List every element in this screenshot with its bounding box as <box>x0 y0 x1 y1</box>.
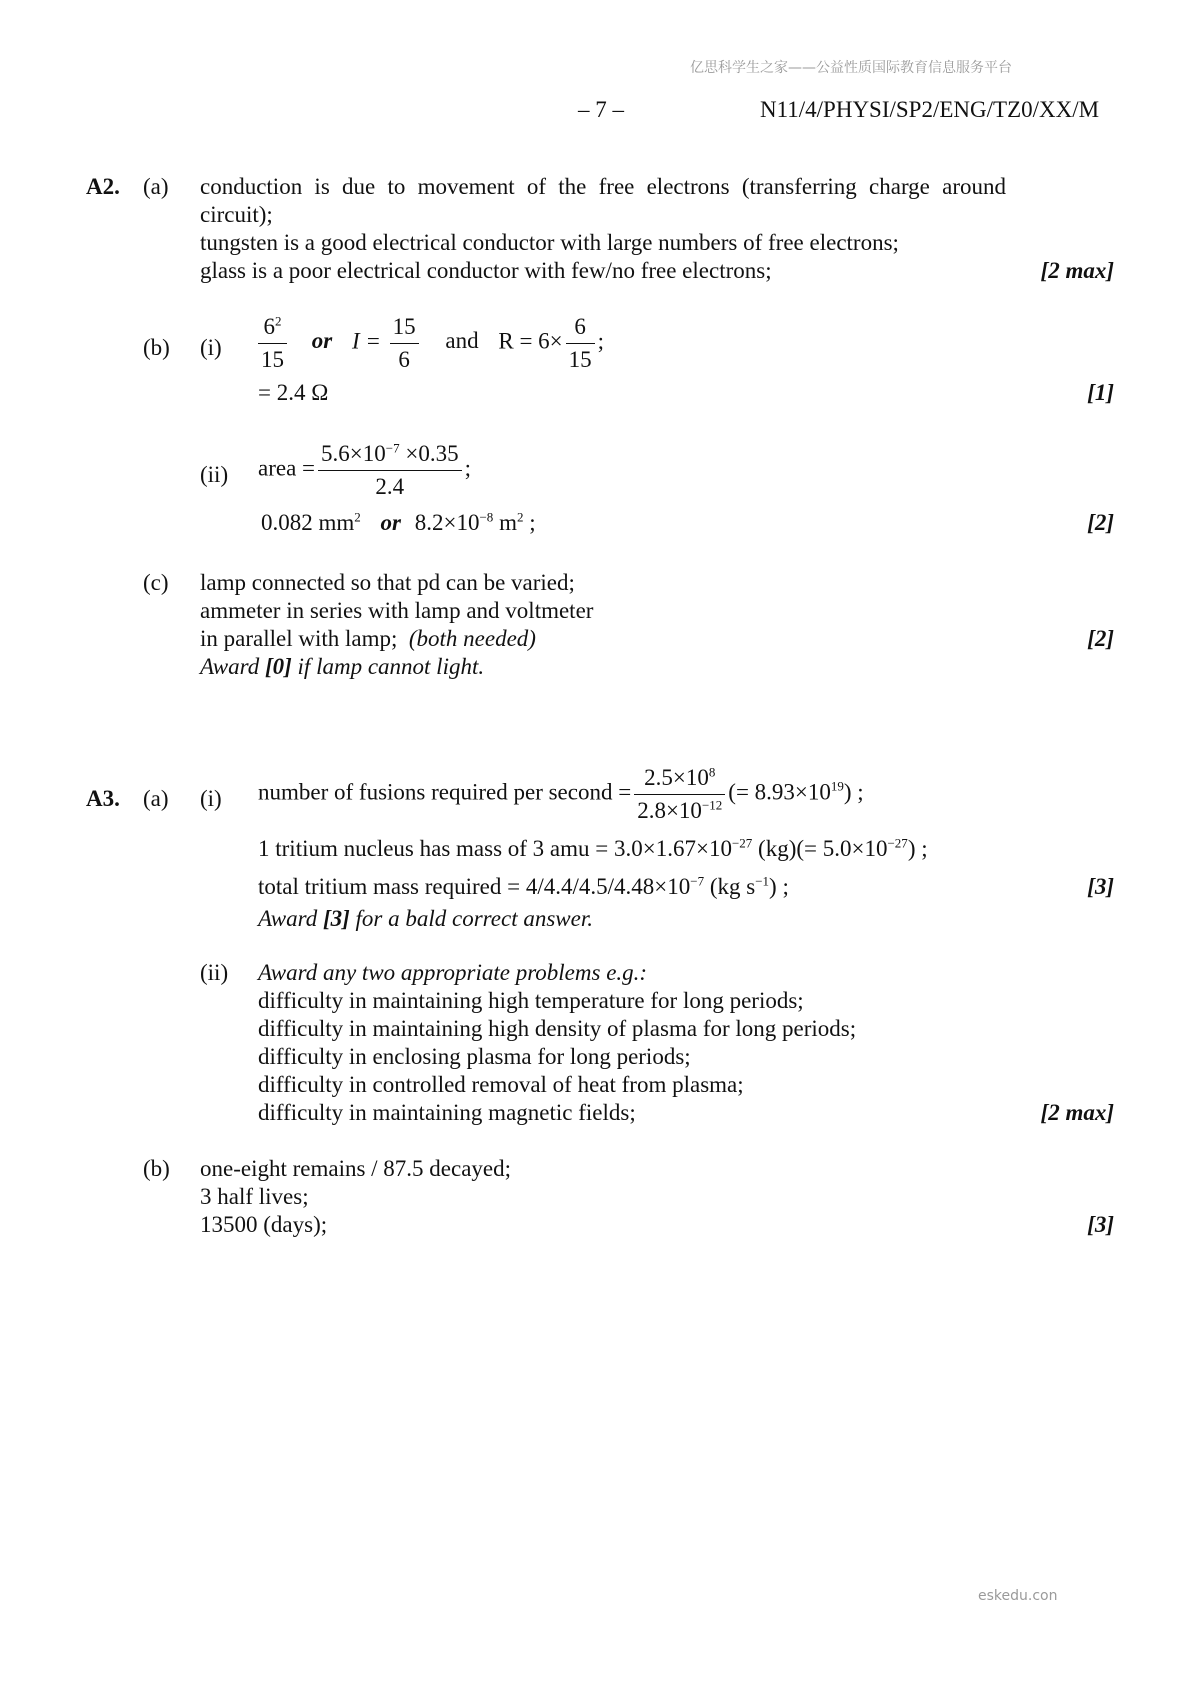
a3-a-ii-item: difficulty in controlled removal of heat from plasma; <box>258 1072 744 1097</box>
power-fraction: $\frac{6^2}{15}$ <box>258 313 287 373</box>
a3-b-line1: one-eight remains / 87.5 decayed; <box>200 1156 512 1181</box>
a3-a-ii-mark: [2 max] <box>1040 1100 1114 1125</box>
a2-b-i-mark: [1] <box>1087 380 1114 405</box>
a3-part-a-label: (a) <box>143 786 169 811</box>
a3-a-i-award-note: Award [3] for a bald correct answer. <box>258 906 593 931</box>
a3-b-mark: [3] <box>1087 1212 1114 1237</box>
fusion-rate-fraction: $\frac{2.5\times 10^8}{2.8\times 10^{-12}}$ <box>634 764 725 824</box>
a3-part-b-label: (b) <box>143 1156 170 1181</box>
a2-a-mark: [2 max] <box>1040 258 1114 283</box>
a2-c-award-note: Award [0] if lamp cannot light. <box>200 654 485 679</box>
a3-b-line3: 13500 (days); <box>200 1212 328 1237</box>
a3-a-ii-intro: Award any two appropriate problems e.g.: <box>258 960 648 985</box>
a3-a-ii-item: difficulty in enclosing plasma for long periods; <box>258 1044 691 1069</box>
a3-a-i-line3: total tritium mass required = $4/4.4/4.5/4.48\times 10^{-7}$ (kg $s^{-1}$) ; <box>258 873 789 899</box>
a2-b-ii-mark: [2] <box>1087 510 1114 535</box>
a3-b-line2: 3 half lives; <box>200 1184 309 1209</box>
paper-code: N11/4/PHYSI/SP2/ENG/TZ0/XX/M <box>760 97 1100 122</box>
a3-a-i-label: (i) <box>200 786 222 811</box>
a2-b-i-label: (i) <box>200 335 222 360</box>
area-fraction: $\frac{5.6\times 10^{-7} \times 0.35}{2.4}$ <box>318 440 462 500</box>
a3-a-i-line2: 1 tritium nucleus has mass of 3 amu = $3.0\times 1.67\times 10^{-27}$ $(kg)(= 5.0\times 10^{-27})$ ; <box>258 835 928 861</box>
question-a2-label: A2. <box>86 174 120 199</box>
a2-b-ii-result: 0.082 $mm^2$ or $8.2\times 10^{-8}$ $m^2$ ; <box>261 509 536 535</box>
a2-part-a-label: (a) <box>143 174 169 199</box>
a3-a-ii-item: difficulty in maintaining high density of plasma for long periods; <box>258 1016 857 1041</box>
watermark-top: 亿思科学生之家——公益性质国际教育信息服务平台 <box>690 60 1012 76</box>
a2-b-ii-equation: area = $\frac{5.6\times 10^{-7} \times 0.35}{2.4}$ ; <box>258 440 471 499</box>
a2-a-line1: conduction is due to movement of the free electrons (transferring charge around <box>200 174 1006 199</box>
a2-a-line2: circuit); <box>200 202 273 227</box>
a2-a-line4: glass is a poor electrical conductor with few/no free electrons; <box>200 258 772 283</box>
a2-c-mark: [2] <box>1087 626 1114 651</box>
a2-a-line3: tungsten is a good electrical conductor with large numbers of free electrons; <box>200 230 899 255</box>
a3-a-i-mark: [3] <box>1087 874 1114 899</box>
a2-b-i-equation: $\frac{6^2}{15}$ or I = $\frac{15}{6}$ and R = 6× $\frac{6}{15}$ ; <box>255 313 604 373</box>
a2-c-line1: lamp connected so that pd can be varied; <box>200 570 575 595</box>
a3-a-ii-item: difficulty in maintaining high temperature for long periods; <box>258 988 804 1013</box>
a2-c-line3: in parallel with lamp; (both needed) <box>200 626 536 651</box>
a2-c-line2: ammeter in series with lamp and voltmeter <box>200 598 594 623</box>
question-a3-label: A3. <box>86 786 120 811</box>
resistance-fraction: $\frac{6}{15}$ <box>566 313 595 373</box>
a2-b-ii-label: (ii) <box>200 462 229 487</box>
a3-a-i-equation: number of fusions required per second = $\frac{2.5\times 10^8}{2.8\times 10^{-12}}$ (= $8.93\times 10^{19}$) ; <box>258 764 864 823</box>
a2-part-c-label: (c) <box>143 570 169 595</box>
a2-part-b-label: (b) <box>143 335 170 360</box>
watermark-bottom: eskedu.con <box>978 1588 1058 1604</box>
a3-a-ii-item: difficulty in maintaining magnetic fields; <box>258 1100 636 1125</box>
a3-a-ii-label: (ii) <box>200 960 229 985</box>
current-fraction: $\frac{15}{6}$ <box>390 313 419 373</box>
page-number: – 7 – <box>578 97 624 122</box>
a2-b-i-result: = 2.4 Ω <box>258 380 329 405</box>
